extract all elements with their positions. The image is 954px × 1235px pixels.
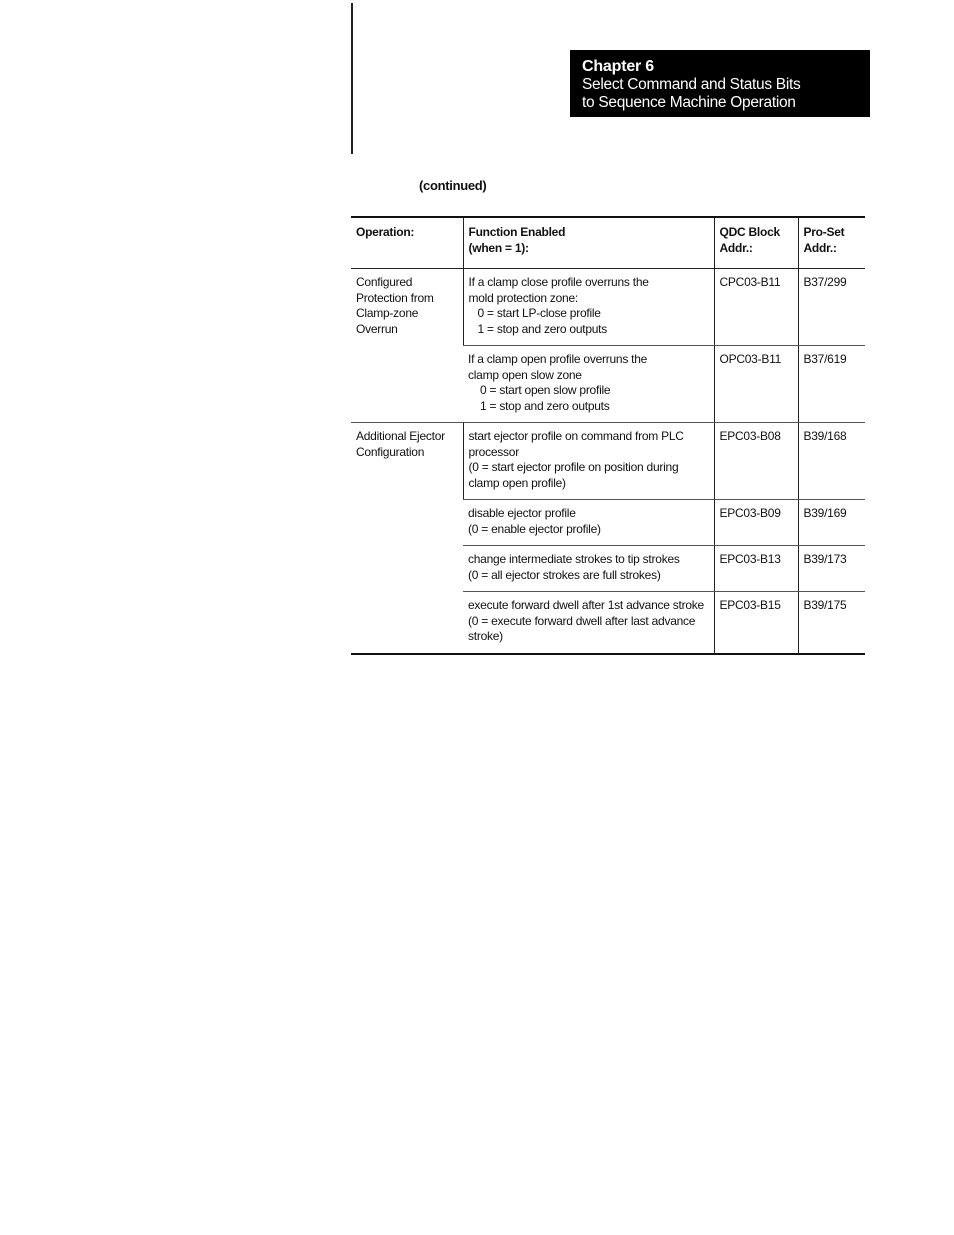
function-option: 1 = stop and zero outputs (477, 321, 608, 336)
function-line: mold protection zone: (468, 290, 578, 305)
chapter-title: Select Command and Status Bits to Sequence Machine Operation (582, 76, 801, 111)
function-line: clamp open profile) (468, 475, 566, 490)
qdc-addr-cell: EPC03-B09 (714, 500, 798, 546)
proset-addr-cell: B39/173 (798, 546, 865, 592)
command-bits-table (351, 216, 865, 655)
header-operation-text: Operation: (356, 225, 415, 239)
proset-addr-cell: B39/169 (798, 500, 865, 546)
table-row (351, 269, 865, 346)
header-function-line: Function Enabled (468, 225, 566, 239)
qdc-addr-cell: EPC03-B08 (714, 423, 798, 500)
function-line: stroke) (468, 629, 503, 643)
chapter-number: Chapter 6 (582, 58, 654, 75)
qdc-addr-cell: CPC03-B11 (714, 269, 798, 346)
function-line: clamp open slow zone (468, 367, 582, 382)
operation-line: Configuration (356, 444, 425, 459)
function-line: (0 = all ejector strokes are full strokes) (468, 567, 661, 582)
header-proset-addr (798, 217, 865, 269)
operation-line: Overrun (356, 321, 398, 336)
header-function-line: (when = 1): (468, 240, 529, 255)
function-cell (463, 269, 714, 346)
function-cell (463, 546, 714, 592)
operation-cell (351, 423, 463, 654)
chapter-header (570, 50, 870, 117)
function-line: execute forward dwell after 1st advance stroke (468, 598, 704, 612)
function-cell (463, 346, 714, 423)
operation-cell (351, 269, 463, 423)
function-line: If a clamp close profile overruns the (468, 275, 649, 289)
qdc-addr-cell: OPC03-B11 (714, 346, 798, 423)
table-row (351, 423, 865, 500)
qdc-addr-cell: EPC03-B13 (714, 546, 798, 592)
proset-addr-cell: B37/619 (798, 346, 865, 423)
table-header-row (351, 217, 865, 269)
proset-addr-cell: B39/175 (798, 592, 865, 654)
function-option: 0 = start LP-close profile (477, 306, 601, 320)
header-proset-line: Pro-Set (803, 225, 845, 239)
function-cell (463, 500, 714, 546)
function-cell (463, 423, 714, 500)
function-line: (0 = start ejector profile on position during (468, 460, 679, 474)
header-proset-line: Addr.: (803, 240, 837, 255)
header-qdc-line: Addr.: (719, 240, 753, 255)
header-qdc-addr (714, 217, 798, 269)
function-line: processor (468, 444, 519, 459)
header-function (463, 217, 714, 269)
operation-line: Protection from (356, 290, 434, 305)
function-line: disable ejector profile (468, 506, 576, 520)
function-line: change intermediate strokes to tip strokes (468, 552, 680, 566)
function-line: start ejector profile on command from PLC (468, 429, 684, 443)
function-line: If a clamp open profile overruns the (468, 352, 648, 366)
continued-label: (continued) (419, 178, 487, 193)
operation-line: Clamp-zone (356, 306, 419, 320)
operation-line: Additional Ejector (356, 429, 445, 443)
margin-rule (351, 3, 353, 154)
operation-line: Configured (356, 275, 413, 289)
proset-addr-cell: B37/299 (798, 269, 865, 346)
proset-addr-cell: B39/168 (798, 423, 865, 500)
function-line: (0 = execute forward dwell after last advance (468, 613, 696, 628)
header-qdc-line: QDC Block (719, 225, 780, 239)
function-line: (0 = enable ejector profile) (468, 521, 601, 536)
function-option: 1 = stop and zero outputs (480, 398, 610, 413)
qdc-addr-cell: EPC03-B15 (714, 592, 798, 654)
function-option: 0 = start open slow profile (480, 383, 611, 397)
header-operation (351, 217, 463, 269)
function-cell (463, 592, 714, 654)
